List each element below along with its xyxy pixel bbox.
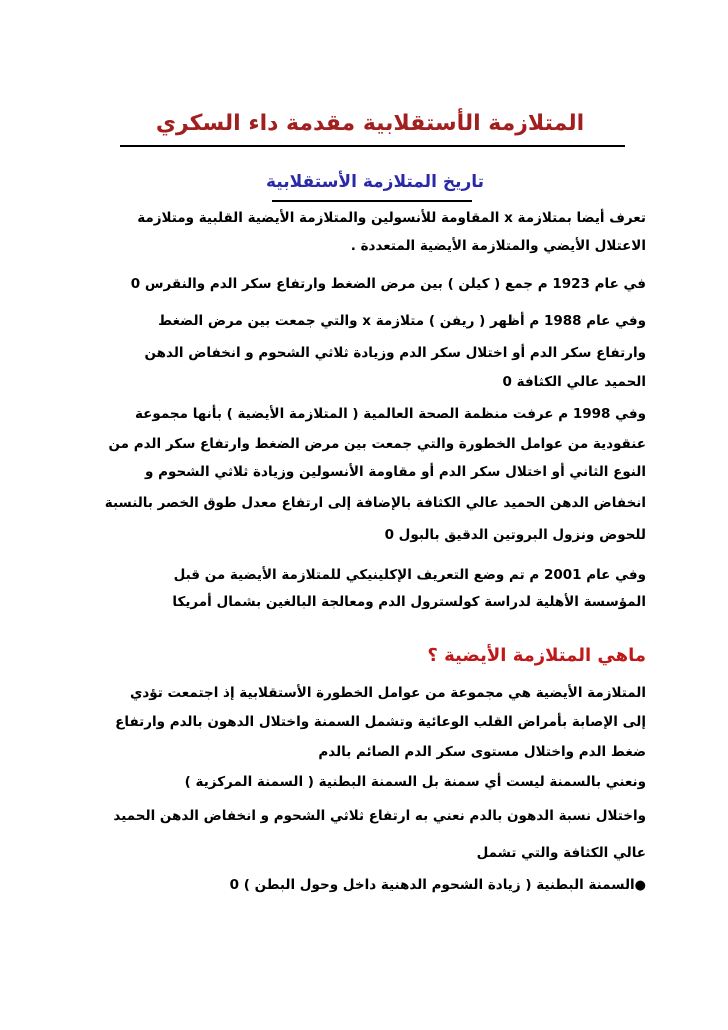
history-line: النوع الثاني أو اختلال سكر الدم أو مقاومة الأنسولين وزيادة ثلاثي الشحوم و (145, 464, 646, 480)
history-line: وارتفاع سكر الدم أو اختلال سكر الدم وزيادة ثلاثي الشحوم و انخفاض الدهن (144, 345, 646, 361)
definition-line: عالي الكثافة والتي تشمل (476, 845, 646, 861)
definition-line: ضغط الدم واختلال مستوى سكر الدم الصائم بالدم (318, 744, 646, 760)
history-line: وفي 1998 م عرفت منظمة الصحة العالمية ( المتلازمة الأيضية ) بأنها مجموعة (134, 406, 646, 422)
definition-line: المتلازمة الأيضية هي مجموعة من عوامل الخطورة الأستقلابية إذ اجتمعت تؤدي (129, 685, 646, 701)
title-underline (120, 145, 625, 147)
definition-line: ونعني بالسمنة ليست أي سمنة بل السمنة البطنية ( السمنة المركزية ) (184, 774, 646, 790)
history-line: انخفاض الدهن الحميد عالي الكثافة بالإضافة إلى ارتفاع معدل طوق الخصر بالنسبة (104, 495, 646, 511)
bullet-item (230, 875, 646, 896)
history-line: تعرف أيضا بمتلازمة x المقاومة للأنسولين والمتلازمة الأيضية القلبية ومتلازمة (137, 210, 646, 226)
history-heading-underline (272, 200, 472, 202)
history-line: للحوض ونزول البروتين الدقيق بالبول 0 (384, 527, 646, 543)
history-line: المؤسسة الأهلية لدراسة كولسترول الدم ومعالجة البالغين بشمال أمريكا (172, 594, 646, 610)
history-line: الحميد عالي الكثافة 0 (502, 374, 646, 390)
history-line: وفي عام 1988 م أظهر ( ريفن ) متلازمة x والتي جمعت بين مرض الضغط (158, 313, 646, 329)
history-line: الاعتلال الأيضي والمتلازمة الأيضية المتعددة . (350, 238, 646, 254)
definition-line: إلى الإصابة بأمراض القلب الوعائية وتشمل السمنة واختلال الدهون بالدم وارتفاع (115, 714, 646, 730)
history-line: عنقودية من عوامل الخطورة والتي جمعت بين مرض الضغط وارتفاع سكر الدم من (108, 436, 646, 452)
bullet-item-text: السمنة البطنية ( زيادة الشحوم الدهنية داخل وحول البطن ) 0 (229, 877, 635, 893)
definition-heading: ماهي المتلازمة الأيضية ؟ (427, 645, 646, 666)
history-line: في عام 1923 م جمع ( كيلن ) بين مرض الضغط وارتفاع سكر الدم والنقرس 0 (130, 276, 646, 292)
definition-line: واختلال نسبة الدهون بالدم نعني به ارتفاع ثلاثي الشحوم و انخفاض الدهن الحميد (113, 808, 646, 824)
history-line: وفي عام 2001 م تم وضع التعريف الإكلينيكي للمتلازمة الأيضية من قبل (173, 567, 646, 583)
document-title: المتلازمة الأستقلابية مقدمة داء السكري (155, 111, 585, 136)
bullet-dot-icon: ● (634, 878, 646, 893)
history-heading: تاريخ المتلازمة الأستقلابية (265, 172, 485, 192)
